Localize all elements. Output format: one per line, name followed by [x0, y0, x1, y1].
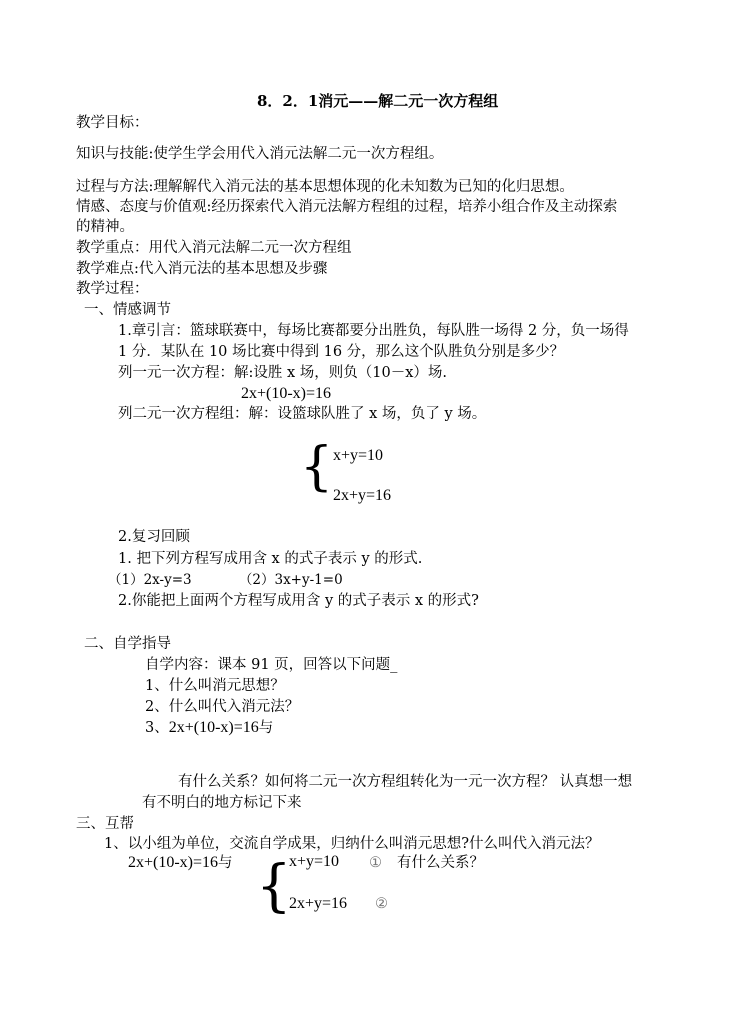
question-3: [145, 718, 273, 738]
emotion-objective-line1: 情感、态度与价值观:经历探索代入消元法解方程组的过程，培养小组合作及主动探索: [76, 199, 618, 215]
circled-number-1: ①: [369, 855, 382, 871]
intro-line1: 1.章引言：篮球联赛中，每场比赛都要分出胜负，每队胜一场得 2 分，负一场得: [118, 323, 629, 339]
section1-heading: 一、情感调节: [84, 302, 171, 318]
review-equations: （1）2x-y=3 （2）3x+y-1=0: [108, 572, 343, 588]
section3-equation-suffix: 与: [218, 855, 233, 871]
intro-line2: 1 分．某队在 10 场比赛中得到 16 分，那么这个队胜负分别是多少？: [118, 344, 565, 360]
system-equation-2: 2x+y=16: [333, 487, 392, 504]
emotion-objective-line2: 的精神。: [76, 219, 134, 235]
review-question-1: 1. 把下列方程写成用含 x 的式子表示 y 的形式.: [118, 551, 423, 567]
difficulty: 教学难点:代入消元法的基本思想及步骤: [76, 261, 328, 277]
group-exchange-item: 1、以小组为单位，交流自学成果，归纳什么叫消元思想?什么叫代入消元法？: [104, 836, 600, 852]
left-brace-icon-2: {: [256, 854, 292, 919]
question-3-equation: 2x+(10-x)=16: [168, 719, 259, 736]
key-point: 教学重点：用代入消元法解二元一次方程组: [76, 240, 352, 256]
relation-question: 有什么关系？如何将二元一次方程组转化为一元一次方程？ 认真想一想: [178, 774, 633, 790]
system-equation-1: x+y=10: [333, 447, 384, 464]
two-variable-setup: 列二元一次方程组：解：设篮球队胜了 x 场，负了 y 场。: [118, 406, 487, 422]
relation-text: 有什么关系？: [397, 855, 484, 871]
review-question-2: 2.你能把上面两个方程写成用含 y 的式子表示 x 的形式?: [118, 593, 479, 609]
knowledge-objective: 知识与技能:使学生学会用代入消元法解二元一次方程组。: [76, 146, 444, 162]
objectives-heading: 教学目标：: [76, 115, 149, 131]
section3-equation: [128, 853, 233, 873]
question-2: 2、什么叫代入消元法？: [145, 699, 300, 715]
section3-heading: 三、互帮: [76, 816, 134, 832]
section3-system-equation-1: x+y=10: [289, 853, 340, 870]
process-method-objective: 过程与方法:理解解代入消元法的基本思想体现的化未知数为已知的化归思想。: [76, 179, 574, 195]
page-title: 8．2．1消元——解二元一次方程组: [257, 92, 499, 110]
mark-instruction: 有不明白的地方标记下来: [142, 795, 302, 811]
question-1: 1、什么叫消元思想？: [145, 678, 285, 694]
one-variable-setup: 列一元一次方程：解:设胜 x 场，则负（10－x）场.: [118, 365, 448, 381]
left-brace-icon: {: [300, 437, 334, 497]
process-heading: 教学过程：: [76, 281, 149, 297]
section2-heading: 二、自学指导: [84, 636, 171, 652]
circled-number-2: ②: [375, 896, 388, 912]
one-variable-equation: 2x+(10-x)=16: [241, 385, 332, 402]
question-3-prefix: 3、: [145, 720, 169, 736]
review-heading: 2.复习回顾: [118, 529, 190, 545]
self-study-content: 自学内容：课本 91 页，回答以下问题_: [145, 657, 398, 673]
section3-system-equation-2: 2x+y=16: [289, 895, 348, 912]
section3-equation-text: 2x+(10-x)=16: [128, 854, 219, 871]
question-3-suffix: 与: [258, 720, 274, 736]
